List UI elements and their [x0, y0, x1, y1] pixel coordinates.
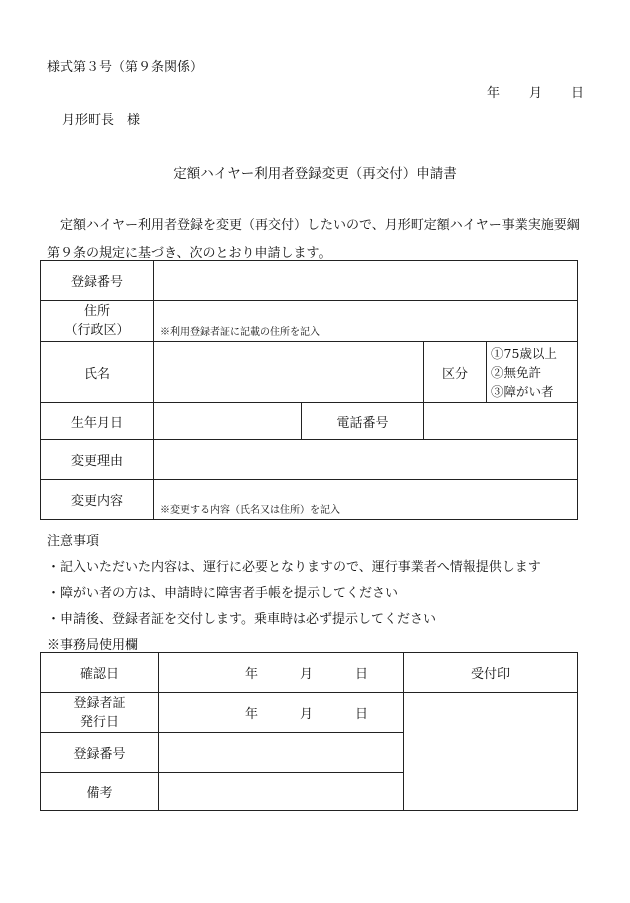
confirm-date-field[interactable]: [159, 653, 404, 693]
address-field[interactable]: [154, 301, 578, 342]
birthdate-field[interactable]: [154, 403, 302, 440]
cert-issue-month: 月: [300, 707, 314, 722]
address-row: [41, 301, 578, 342]
phone-label: 電話番号: [302, 403, 424, 440]
change-content-note: ※変更する内容（氏名又は住所）を記入: [160, 505, 340, 516]
addressee: 月形町長 様: [62, 113, 141, 128]
receipt-stamp-area: [404, 693, 578, 811]
change-content-label: 変更内容: [41, 480, 154, 520]
note-item: ・申請後、登録者証を交付します。乗車時は必ず提示してください: [47, 612, 436, 627]
change-reason-row: [41, 440, 578, 480]
category-option-no-license[interactable]: ②無免許: [491, 364, 542, 380]
note-item: ・記入いただいた内容は、運行に必要となりますので、運行事業者へ情報提供します: [47, 560, 541, 575]
registration-number-row: [41, 261, 578, 301]
name-row: [41, 342, 578, 403]
confirm-date-label: 確認日: [41, 653, 159, 693]
change-reason-field[interactable]: [154, 440, 578, 480]
category-label: 区分: [424, 342, 487, 403]
confirm-date-row: [41, 653, 578, 693]
cert-issue-year: 年: [245, 707, 259, 722]
registration-number-field[interactable]: [154, 261, 578, 301]
cert-issue-row: [41, 693, 578, 733]
application-date: [487, 82, 584, 101]
application-table: [40, 260, 578, 520]
notes-heading: 注意事項: [47, 534, 100, 549]
change-content-row: [41, 480, 578, 520]
document-title: 定額ハイヤー利用者登録変更（再交付）申請書: [173, 166, 457, 182]
remarks-field[interactable]: [159, 773, 404, 811]
confirm-date-year: 年: [245, 667, 259, 682]
category-option-over-75[interactable]: ①75歳以上: [491, 345, 557, 361]
registration-number-label: 登録番号: [41, 261, 154, 301]
birthdate-phone-row: [41, 403, 578, 440]
address-label: 住所 （行政区）: [41, 301, 154, 342]
confirm-date-day: 日: [355, 667, 369, 682]
address-note: ※利用登録者証に記載の住所を記入: [160, 327, 320, 338]
receipt-stamp-label: 受付印: [404, 653, 578, 693]
phone-field[interactable]: [424, 403, 578, 440]
application-statement: 定額ハイヤー利用者登録を変更（再交付）したいので、月形町定額ハイヤー事業実施要綱第９条の規定に基づき、次のとおり申請します。: [47, 218, 580, 261]
remarks-label: 備考: [41, 773, 159, 811]
cert-issue-day: 日: [355, 707, 369, 722]
cert-issue-label: 登録者証 発行日: [41, 693, 159, 733]
category-option-disability[interactable]: ③障がい者: [491, 383, 554, 399]
cert-issue-date-field[interactable]: [159, 693, 404, 733]
birthdate-label: 生年月日: [41, 403, 154, 440]
confirm-date-month: 月: [300, 667, 314, 682]
date-day: 日: [571, 86, 585, 101]
name-label: 氏名: [41, 342, 154, 403]
date-year: 年: [487, 86, 501, 101]
office-registration-number-field[interactable]: [159, 733, 404, 773]
note-item: ・障がい者の方は、申請時に障害者手帳を提示してください: [47, 586, 399, 601]
form-number: 様式第３号（第９条関係）: [47, 60, 204, 75]
office-registration-number-label: 登録番号: [41, 733, 159, 773]
name-field[interactable]: [154, 342, 424, 403]
office-use-table: [40, 652, 578, 811]
change-reason-label: 変更理由: [41, 440, 154, 480]
date-month: 月: [529, 86, 543, 101]
office-use-heading: ※事務局使用欄: [47, 638, 139, 653]
category-options[interactable]: [487, 342, 578, 403]
change-content-field[interactable]: [154, 480, 578, 520]
